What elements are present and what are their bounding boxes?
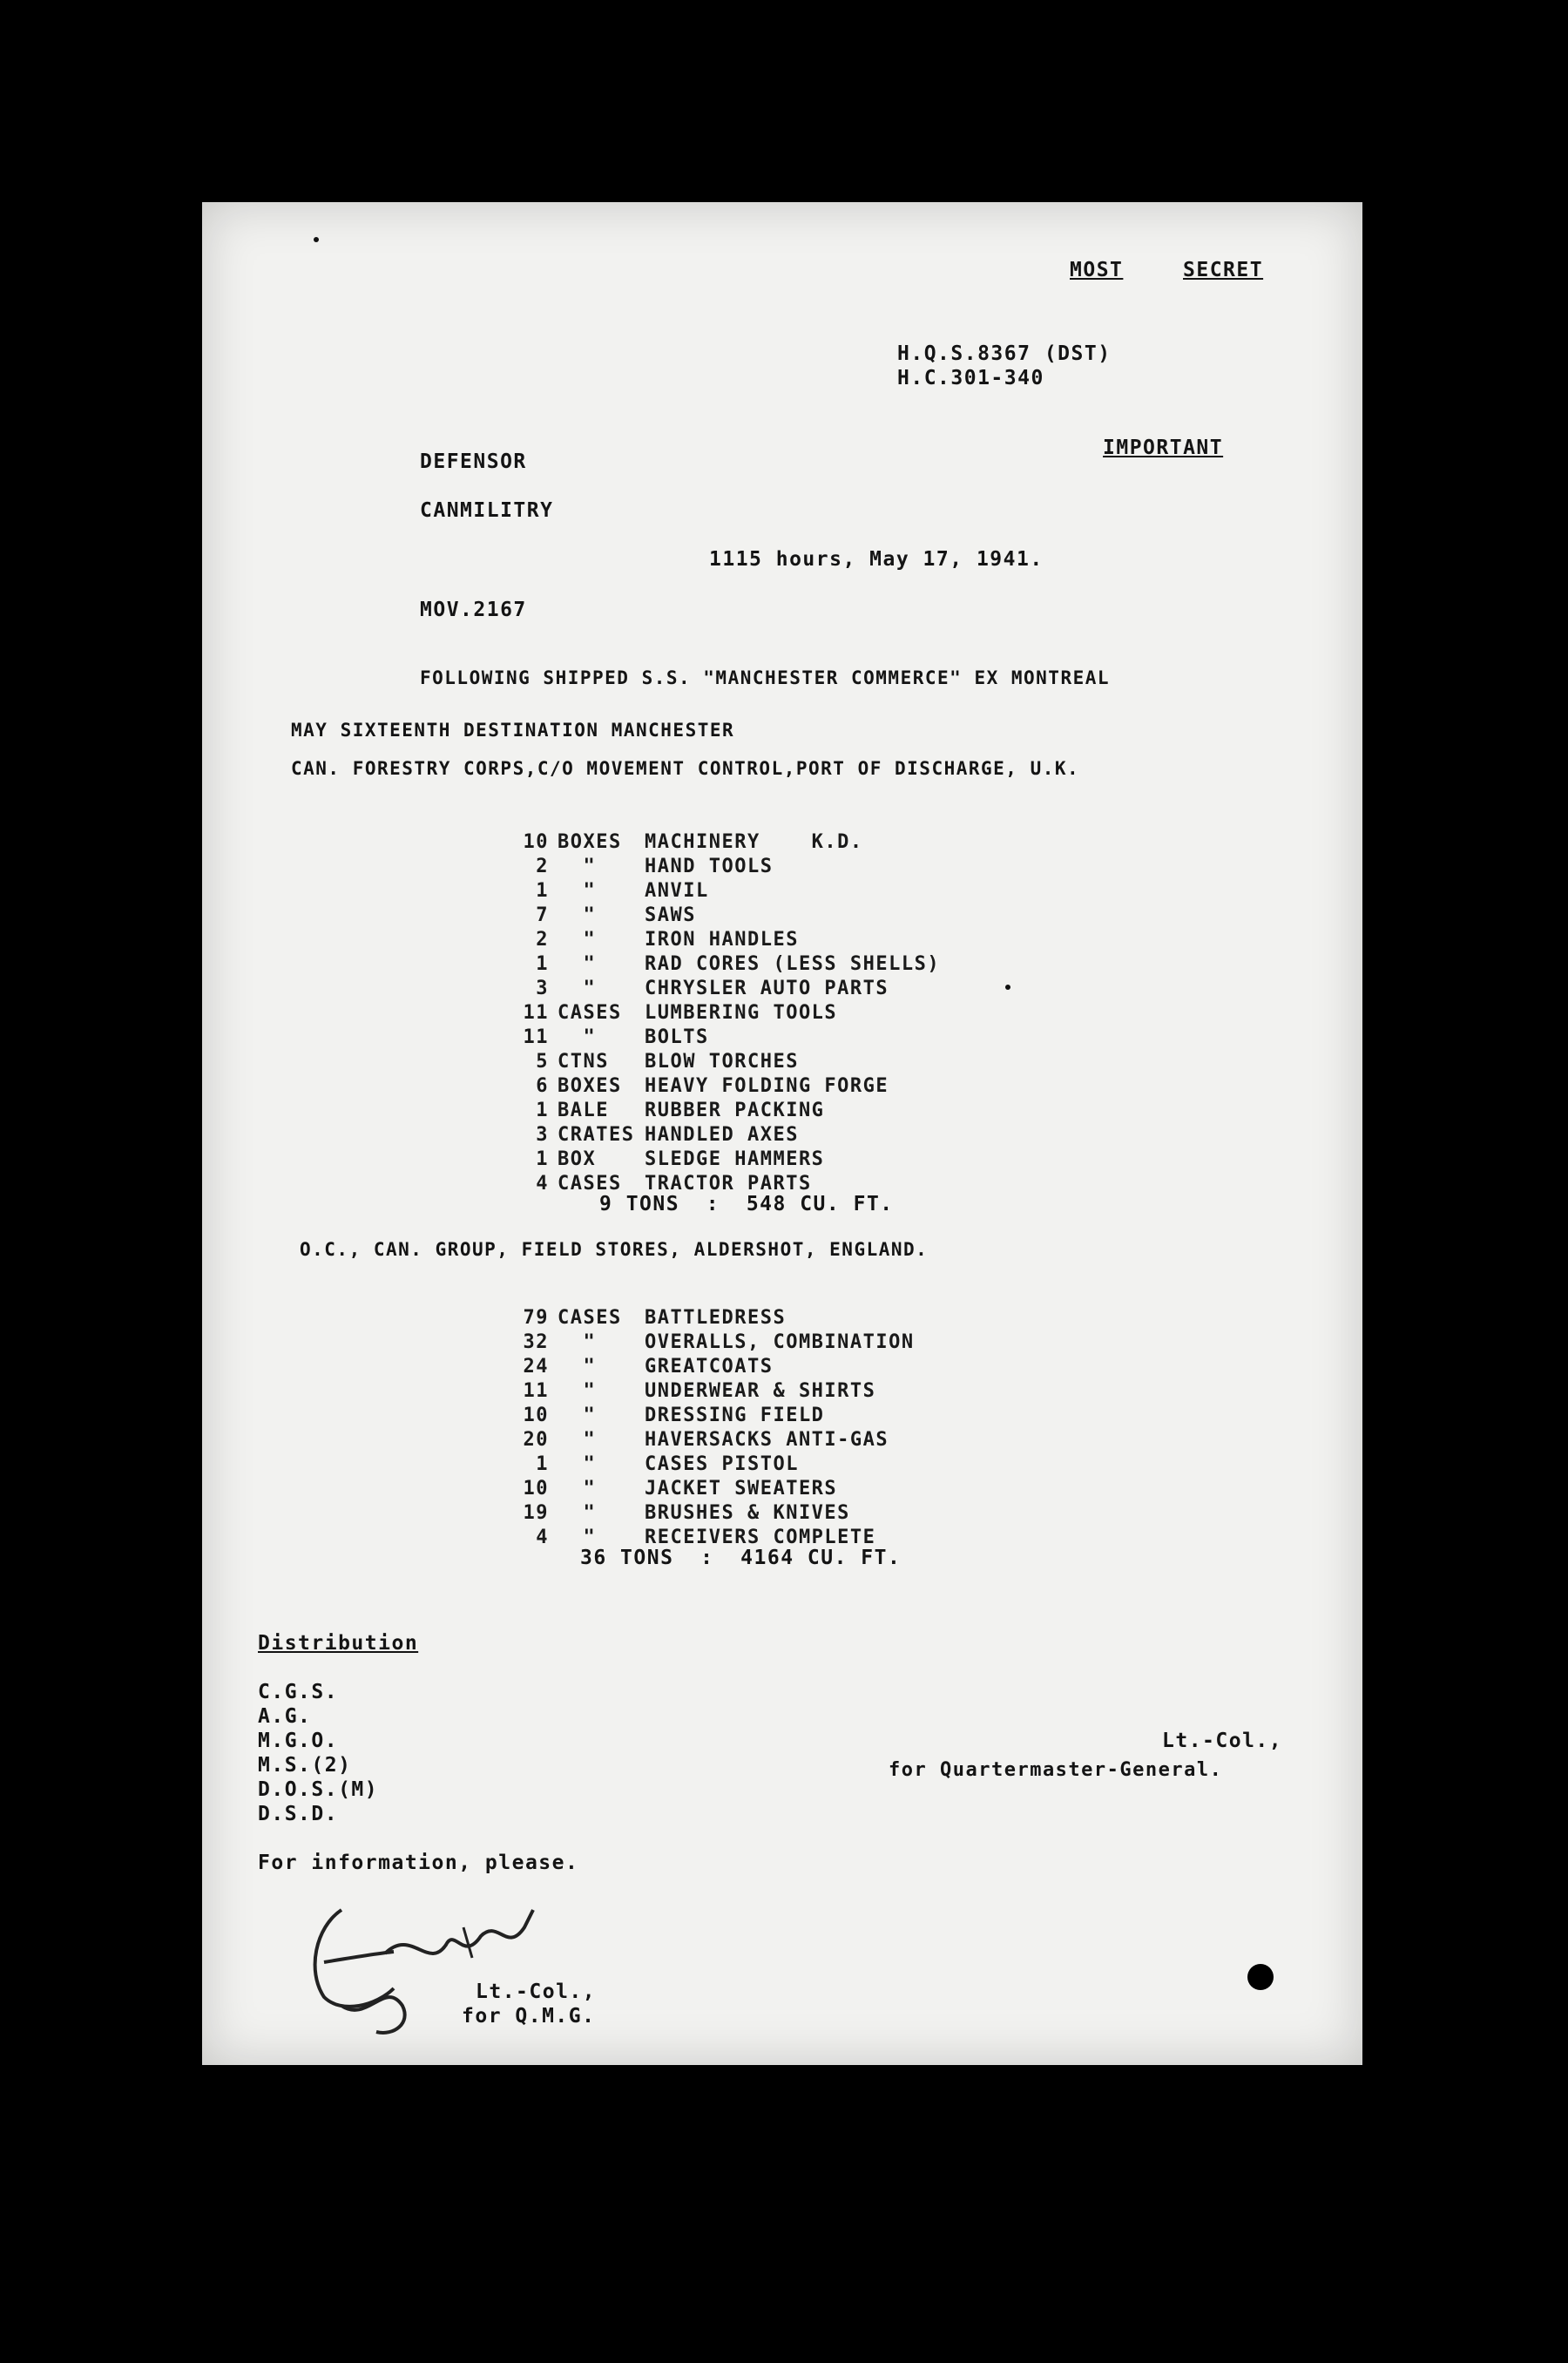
signoff-left-for: for Q.M.G. [462, 2005, 596, 2028]
list-item: 2 " HAND TOOLS [536, 856, 774, 877]
list-item: 11 CASES LUMBERING TOOLS [523, 1002, 838, 1024]
shipment-1-total: 9 TONS : 548 CU. FT. [599, 1193, 894, 1215]
list-item: 79 CASES BATTLEDRESS [523, 1307, 787, 1329]
priority-label: IMPORTANT [1103, 437, 1224, 459]
list-item: 1 BALE RUBBER PACKING [536, 1100, 825, 1121]
distribution-heading: Distribution [258, 1632, 419, 1655]
list-item: 10 BOXES MACHINERY K.D. [523, 831, 863, 853]
signoff-left-rank: Lt.-Col., [476, 1980, 597, 2003]
list-item: 3 CRATES HANDLED AXES [536, 1124, 799, 1146]
list-item: 1 BOX SLEDGE HAMMERS [536, 1148, 825, 1170]
list-item: 2 " IRON HANDLES [536, 929, 799, 951]
list-item: 4 CASES TRACTOR PARTS [536, 1173, 812, 1195]
body-line-2: MAY SIXTEENTH DESTINATION MANCHESTER [291, 720, 735, 741]
classification-secret: SECRET [1183, 259, 1264, 281]
list-item: 20 " HAVERSACKS ANTI-GAS [523, 1429, 889, 1451]
list-item: M.G.O. [258, 1730, 339, 1752]
list-item: C.G.S. [258, 1681, 339, 1703]
list-item: 4 " RECEIVERS COMPLETE [536, 1527, 876, 1548]
list-item: 10 " JACKET SWEATERS [523, 1478, 838, 1500]
document-page [202, 202, 1362, 2065]
addressee-line-1: DEFENSOR [420, 450, 527, 473]
ink-blot [1247, 1964, 1274, 1990]
list-item: 19 " BRUSHES & KNIVES [523, 1502, 850, 1524]
addressee-line-2: CANMILITRY [420, 499, 554, 522]
ink-speck [314, 237, 319, 242]
list-item: D.S.D. [258, 1803, 339, 1825]
list-item: 11 " BOLTS [523, 1026, 709, 1048]
reference-number-2: H.C.301-340 [897, 367, 1044, 389]
classification-most: MOST [1070, 259, 1124, 281]
list-item: 7 " SAWS [536, 904, 696, 926]
signoff-right-rank: Lt.-Col., [1162, 1730, 1283, 1752]
list-item: A.G. [258, 1705, 312, 1728]
list-item: 1 " ANVIL [536, 880, 709, 902]
list-item: 1 " CASES PISTOL [536, 1453, 799, 1475]
list-item: 11 " UNDERWEAR & SHIRTS [523, 1380, 876, 1402]
shipment-2-total: 36 TONS : 4164 CU. FT. [580, 1547, 902, 1569]
list-item: 1 " RAD CORES (LESS SHELLS) [536, 953, 941, 975]
body-line-3: CAN. FORESTRY CORPS,C/O MOVEMENT CONTROL,PORT OF DISCHARGE, U.K. [291, 758, 1080, 779]
list-item: D.O.S.(M) [258, 1778, 379, 1801]
signoff-right-for: for Quartermaster-General. [889, 1759, 1223, 1781]
list-item: M.S.(2) [258, 1754, 352, 1777]
ink-speck [1005, 985, 1010, 990]
list-item: 6 BOXES HEAVY FOLDING FORGE [536, 1075, 889, 1097]
list-item: 5 CTNS BLOW TORCHES [536, 1051, 799, 1073]
list-item: 24 " GREATCOATS [523, 1356, 774, 1378]
body-line-1: FOLLOWING SHIPPED S.S. "MANCHESTER COMMERCE" EX MONTREAL [420, 667, 1111, 688]
message-number: MOV.2167 [420, 599, 527, 621]
list-item: 32 " OVERALLS, COMBINATION [523, 1331, 915, 1353]
message-datetime: 1115 hours, May 17, 1941. [709, 548, 1044, 571]
reference-number-1: H.Q.S.8367 (DST) [897, 342, 1112, 365]
consignee-2: O.C., CAN. GROUP, FIELD STORES, ALDERSHOT, ENGLAND. [300, 1239, 929, 1260]
list-item: 3 " CHRYSLER AUTO PARTS [536, 978, 889, 999]
info-note: For information, please. [258, 1852, 579, 1874]
list-item: 10 " DRESSING FIELD [523, 1405, 825, 1426]
